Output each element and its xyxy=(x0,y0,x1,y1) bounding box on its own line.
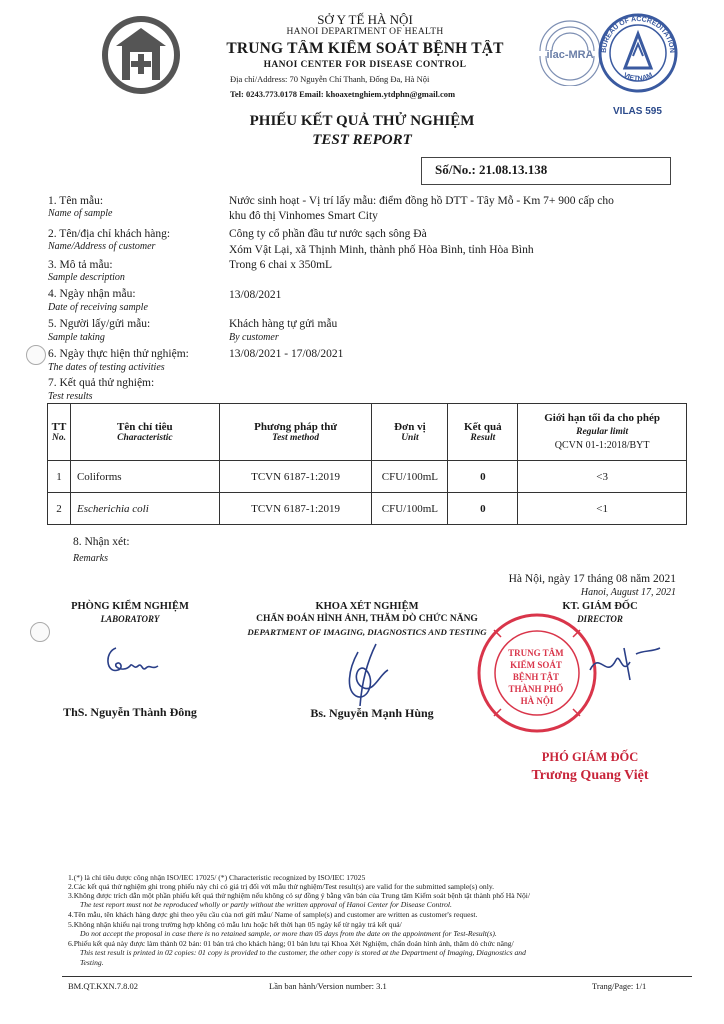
punch-hole-top xyxy=(26,345,46,365)
issue-date: Hà Nội, ngày 17 tháng 08 năm 2021 xyxy=(508,573,676,585)
field-value-name-2: khu đô thị Vinhomes Smart City xyxy=(229,210,378,222)
ilac-mra-logo-icon xyxy=(535,16,605,86)
table-header-row xyxy=(48,404,687,461)
ilac-label: ilac-MRA xyxy=(546,49,594,61)
cell-limit: <1 xyxy=(518,493,687,525)
footnote: The test report must not be reproduced wholly or partly without the written approval of Hanoi Center for Disease Control. xyxy=(80,900,452,909)
lab-signature-icon xyxy=(102,640,162,680)
dept-title: KHOA XÉT NGHIỆM xyxy=(315,601,419,612)
header-no: TT No. xyxy=(48,404,71,461)
remarks-label-en: Remarks xyxy=(73,553,108,564)
field-label-results-en: Test results xyxy=(48,391,93,402)
field-label-results: 7. Kết quả thử nghiệm: xyxy=(48,377,155,389)
field-label-received: 4. Ngày nhận mẫu: xyxy=(48,288,136,300)
field-label-name: 1. Tên mẫu: xyxy=(48,195,104,207)
cell-no: 2 xyxy=(48,493,71,525)
deputy-title: PHÓ GIÁM ĐỐC xyxy=(541,750,639,764)
table-row xyxy=(48,461,687,493)
field-value-taking-en: By customer xyxy=(229,332,279,343)
accreditation-seal-icon xyxy=(597,10,679,100)
dept-subtitle: CHẨN ĐOÁN HÌNH ẢNH, THĂM DÒ CHỨC NĂNG xyxy=(256,614,478,624)
field-value-taking: Khách hàng tự gửi mẫu xyxy=(229,318,338,330)
field-value-description: Trong 6 chai x 350mL xyxy=(229,259,333,271)
lab-title-en: LABORATORY xyxy=(100,614,160,624)
cell-characteristic: Escherichia coli xyxy=(70,493,219,525)
report-title: PHIẾU KẾT QUẢ THỬ NGHIỆM xyxy=(249,113,475,129)
deputy-name: Trương Quang Việt xyxy=(531,768,649,783)
cell-method: TCVN 6187-1:2019 xyxy=(219,493,372,525)
field-value-testing-dates: 13/08/2021 - 17/08/2021 xyxy=(229,348,344,360)
footer-divider xyxy=(62,976,692,977)
field-label-taking-en: Sample taking xyxy=(48,332,105,343)
vilas-number: VILAS 595 xyxy=(613,106,662,117)
cell-method: TCVN 6187-1:2019 xyxy=(219,461,372,493)
field-label-name-en: Name of sample xyxy=(48,208,113,219)
lab-signer-name: ThS. Nguyễn Thành Đông xyxy=(63,705,197,719)
cell-result: 0 xyxy=(448,461,518,493)
header-method: Phương pháp thử Test method xyxy=(219,404,372,461)
cdc-logo-icon xyxy=(102,16,180,94)
results-table xyxy=(47,403,687,525)
field-value-customer: Công ty cổ phần đầu tư nước sạch sông Đà xyxy=(229,228,427,240)
footnote: 6.Phiếu kết quả này được làm thành 02 bản: 01 bản trả cho khách hàng; 01 bản lưu tại Khoa Xét Nghiệm, chẩn đoán hình ảnh, thăm dò chức năng/ xyxy=(68,939,514,948)
report-number: Số/No.: 21.08.13.138 xyxy=(435,162,548,177)
footnote: 5.Không nhận khiếu nại trong trường hợp không có mẫu lưu hoặc hết thời hạn 05 ngày kể từ ngày trả kết quả/ xyxy=(68,920,402,929)
form-code: BM.QT.KXN.7.8.02 xyxy=(68,981,138,991)
dept-title-en: DEPARTMENT OF IMAGING, DIAGNOSTICS AND TESTING xyxy=(247,627,487,637)
lab-title: PHÒNG KIỂM NGHIỆM xyxy=(71,601,189,612)
field-value-name: Nước sinh hoạt - Vị trí lấy mẫu: điểm đồng hồ DTT - Tây Mỗ - Km 7+ 900 cấp cho xyxy=(229,195,614,207)
field-value-customer-address: Xóm Vật Lại, xã Thịnh Minh, thành phố Hòa Bình, tỉnh Hòa Bình xyxy=(229,244,534,256)
dept-signer-name: Bs. Nguyễn Mạnh Hùng xyxy=(310,706,434,720)
center-name: TRUNG TÂM KIỂM SOÁT BỆNH TẬT xyxy=(226,40,504,57)
cell-no: 1 xyxy=(48,461,71,493)
page-number: Trang/Page: 1/1 xyxy=(592,981,647,991)
accreditation-label: BUREAU OF ACCREDITATION xyxy=(600,15,676,54)
cell-result: 0 xyxy=(448,493,518,525)
report-title-en: TEST REPORT xyxy=(312,132,412,148)
version-number: Lần ban hành/Version number: 3.1 xyxy=(269,981,387,991)
director-signature-icon xyxy=(586,640,666,685)
footnote: 4.Tên mẫu, tên khách hàng được ghi theo yêu cầu của nơi gửi mẫu/ Name of sample(s) and customer are written as customer's request. xyxy=(68,910,478,919)
dept-signature-icon xyxy=(318,640,418,710)
svg-text:VIETNAM xyxy=(622,72,654,83)
field-label-testing-dates: 6. Ngày thực hiện thử nghiệm: xyxy=(48,348,189,360)
dept-name: SỞ Y TẾ HÀ NỘI xyxy=(317,12,413,27)
field-label-description-en: Sample description xyxy=(48,272,125,283)
cell-unit: CFU/100mL xyxy=(372,493,448,525)
header-characteristic: Tên chỉ tiêu Characteristic xyxy=(70,404,219,461)
cell-limit: <3 xyxy=(518,461,687,493)
center-contact: Tel: 0243.773.0178 Email: khoaxetnghiem.ytdphn@gmail.com xyxy=(230,89,456,99)
field-label-description: 3. Mô tả mẫu: xyxy=(48,259,113,271)
field-label-customer: 2. Tên/địa chỉ khách hàng: xyxy=(48,228,171,240)
field-label-testing-dates-en: The dates of testing activities xyxy=(48,362,165,373)
field-value-received: 13/08/2021 xyxy=(229,289,282,301)
footnote: Do not accept the proposal in case there is no retained sample, or more than 05 days from the date on the appointment for Test-Result(s). xyxy=(80,929,497,938)
center-name-en: HANOI CENTER FOR DISEASE CONTROL xyxy=(263,60,467,70)
cell-characteristic: Coliforms xyxy=(70,461,219,493)
header-limit: Giới hạn tối đa cho phép Regular limit QCVN 01-1:2018/BYT xyxy=(518,404,687,461)
official-stamp-icon xyxy=(474,610,600,736)
cell-unit: CFU/100mL xyxy=(372,461,448,493)
remarks-label: 8. Nhận xét: xyxy=(73,536,130,548)
footnote: 1.(*) là chỉ tiêu được công nhận ISO/IEC 17025/ (*) Characteristic recognized by ISO/IEC 17025 xyxy=(68,873,366,882)
field-label-taking: 5. Người lấy/gửi mẫu: xyxy=(48,318,151,330)
footnote: This test result is printed in 02 copies: 01 copy is provided to the customer, the other copy is stored at the Department of Imaging, Diagnostics and xyxy=(80,948,526,957)
director-title-en: DIRECTOR xyxy=(577,614,623,624)
header-result: Kết quả Result xyxy=(448,404,518,461)
table-row xyxy=(48,493,687,525)
punch-hole-bottom xyxy=(30,622,50,642)
director-title: KT. GIÁM ĐỐC xyxy=(562,601,638,612)
field-label-customer-en: Name/Address of customer xyxy=(48,241,156,252)
footnote: Testing. xyxy=(80,958,104,967)
header-unit: Đơn vị Unit xyxy=(372,404,448,461)
issue-date-en: Hanoi, August 17, 2021 xyxy=(580,587,676,598)
footnote: 3.Không được trích dẫn một phần phiếu kết quả thử nghiệm nếu không có sự đồng ý bằng văn bản của Trung tâm Kiểm soát bệnh tật thành phố Hà Nội/ xyxy=(68,891,530,900)
vietnam-label: VIETNAM xyxy=(622,71,654,83)
center-address: Địa chỉ/Address: 70 Nguyễn Chí Thanh, Đống Đa, Hà Nội xyxy=(230,74,430,84)
stamp-text: TRUNG TÂM KIỂM SOÁT BỆNH TẬT THÀNH PHỐ HÀ NỘI xyxy=(508,648,564,706)
dept-name-en: HANOI DEPARTMENT OF HEALTH xyxy=(286,27,444,37)
footnote: 2.Các kết quả thử nghiệm ghi trong phiếu này chỉ có giá trị đối với mẫu thử nghiệm/Test result(s) are valid for the submitted sample(s) only. xyxy=(68,882,495,891)
field-label-received-en: Date of receiving sample xyxy=(48,302,148,313)
